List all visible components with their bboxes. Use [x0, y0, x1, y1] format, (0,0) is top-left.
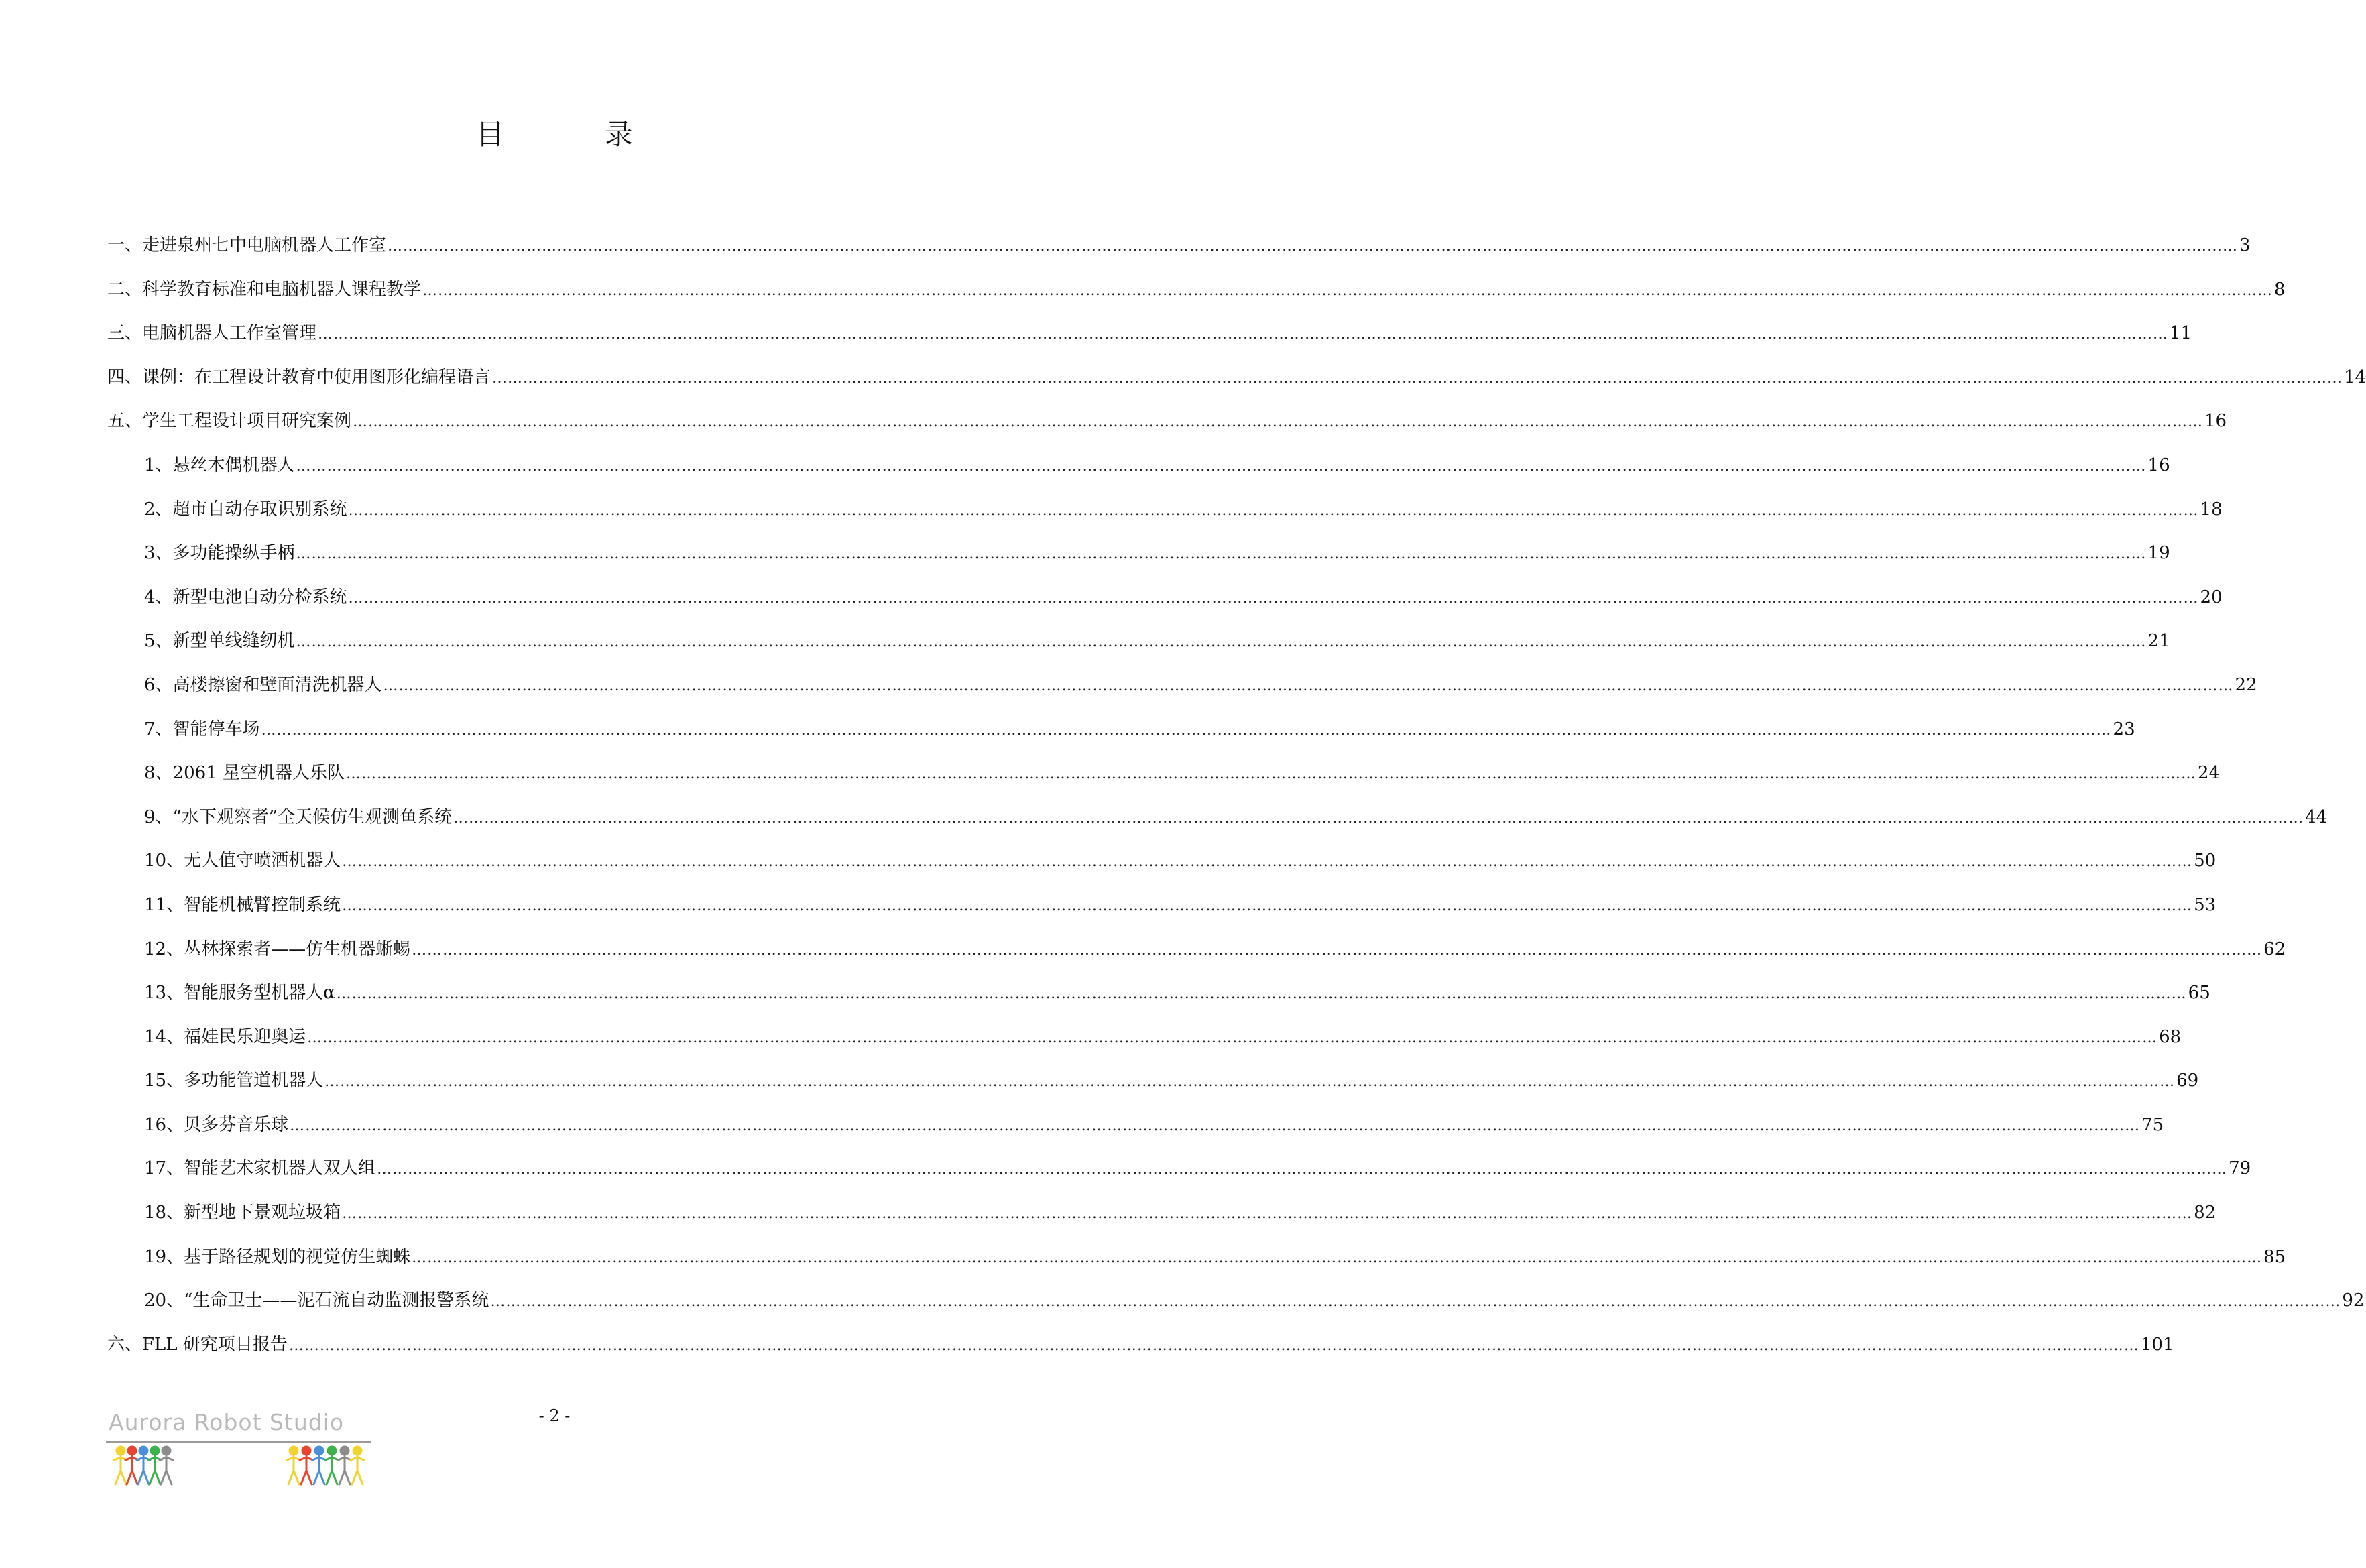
toc-entry-label: 17、智能艺术家机器人双人组 — [144, 1158, 376, 1179]
toc-entry-label: 3、多功能操纵手柄 — [144, 543, 295, 564]
toc-entry[interactable] — [107, 760, 2221, 804]
toc-entry[interactable] — [107, 672, 2257, 716]
toc-entry-page: 19 — [2147, 543, 2170, 564]
toc-entry-label: 10、无人值守喷洒机器人 — [144, 851, 341, 871]
paper-doll-figure — [137, 1447, 150, 1484]
toc-entry[interactable] — [107, 979, 2210, 1024]
toc-entry-label: 18、新型地下景观垃圾箱 — [144, 1203, 341, 1223]
toc-entry-page: 65 — [2188, 983, 2210, 1004]
toc-leader-dots: ……………………………………………………………………………………………………………………………………………………………………………………………………………………………………………………………………………………………………………………………… — [290, 1117, 2141, 1134]
toc-entry-page: 85 — [2263, 1246, 2286, 1267]
toc-title-right: 录 — [605, 118, 634, 151]
toc-leader-dots: ……………………………………………………………………………………………………………………………………………………………………………………………………………………………………………………………………………………………………………………………… — [388, 238, 2239, 255]
toc-entry-page: 16 — [2204, 411, 2227, 432]
paper-doll-figure — [114, 1447, 127, 1484]
toc-entry[interactable] — [107, 1111, 2164, 1156]
toc-entry[interactable] — [107, 584, 2223, 628]
toc-entry[interactable] — [107, 276, 2286, 320]
toc-title — [0, 113, 1109, 153]
toc-entry-page: 53 — [2194, 894, 2216, 915]
toc-entry-label: 六、FLL 研究项目报告 — [107, 1334, 288, 1355]
toc-entry-label: 11、智能机械臂控制系统 — [144, 894, 341, 915]
toc-entry-label: 二、科学教育标准和电脑机器人课程教学 — [107, 279, 422, 300]
toc-entry-label: 四、课例：在工程设计教育中使用图形化编程语言 — [107, 367, 491, 387]
toc-leader-dots: ……………………………………………………………………………………………………………………………………………………………………………………………………………………………………………………………………………………………………………………………… — [383, 677, 2234, 695]
toc-entry-label: 12、丛林探索者——仿生机器蜥蜴 — [144, 939, 411, 959]
toc-entry-label: 2、超市自动存取识别系统 — [144, 499, 347, 520]
toc-leader-dots: ……………………………………………………………………………………………………………………………………………………………………………………………………………………………………………………………………………………………………………………………… — [336, 985, 2187, 1003]
toc-entry[interactable] — [107, 1287, 2365, 1331]
toc-entry-label: 20、“生命卫士——泥石流自动监测报警系统 — [144, 1290, 489, 1311]
paper-doll-figure — [125, 1447, 139, 1484]
toc-entry[interactable] — [107, 804, 2328, 848]
toc-entry[interactable] — [107, 232, 2251, 276]
toc-entry-page: 82 — [2194, 1203, 2216, 1223]
toc-leader-dots: ……………………………………………………………………………………………………………………………………………………………………………………………………………………………………………………………………………………………………………………………… — [422, 282, 2273, 299]
toc-entry-page: 18 — [2200, 499, 2223, 520]
toc-entry[interactable] — [107, 1024, 2182, 1068]
toc-leader-dots: ……………………………………………………………………………………………………………………………………………………………………………………………………………………………………………………………………………………………………………………………… — [261, 721, 2112, 739]
paper-doll-figure — [312, 1447, 326, 1484]
toc-entry[interactable] — [107, 496, 2223, 540]
toc-entry-label: 8、2061 星空机器人乐队 — [144, 763, 345, 784]
toc-leader-dots: ……………………………………………………………………………………………………………………………………………………………………………………………………………………………………………………………………………………………………………………………… — [453, 809, 2304, 827]
toc-entry-page: 24 — [2197, 763, 2221, 784]
logo-text: Aurora Robot Studio — [109, 1409, 345, 1435]
toc-entry-label: 一、走进泉州七中电脑机器人工作室 — [107, 235, 387, 255]
toc-leader-dots: ……………………………………………………………………………………………………………………………………………………………………………………………………………………………………………………………………………………………………………………………… — [412, 1249, 2263, 1266]
paper-doll-figure — [287, 1447, 300, 1484]
toc-entry-page: 20 — [2200, 587, 2223, 607]
toc-entry[interactable] — [107, 452, 2170, 496]
paper-doll-figure — [351, 1447, 364, 1484]
paper-dolls-right-icon — [279, 1443, 379, 1488]
toc-leader-dots: ……………………………………………………………………………………………………………………………………………………………………………………………………………………………………………………………………………………………………………………………… — [490, 1293, 2341, 1311]
page-number: - 2 - — [538, 1406, 571, 1425]
toc-entry[interactable] — [107, 936, 2286, 980]
toc-entry-page: 69 — [2176, 1071, 2199, 1091]
toc-entry-label: 三、电脑机器人工作室管理 — [107, 323, 317, 344]
toc-entry-page: 21 — [2147, 631, 2170, 652]
paper-doll-figure — [148, 1447, 162, 1484]
toc-entry[interactable] — [107, 408, 2227, 452]
toc-entry[interactable] — [107, 716, 2135, 760]
paper-doll-figure — [325, 1447, 339, 1484]
toc-leader-dots: ……………………………………………………………………………………………………………………………………………………………………………………………………………………………………………………………………………………………………………………………… — [296, 457, 2147, 475]
toc-leader-dots: ……………………………………………………………………………………………………………………………………………………………………………………………………………………………………………………………………………………………………………………………… — [296, 546, 2147, 563]
toc-entry-page: 79 — [2229, 1158, 2251, 1179]
toc-leader-dots: ……………………………………………………………………………………………………………………………………………………………………………………………………………………………………………………………………………………………………………………………… — [318, 326, 2169, 343]
toc-entry-page: 23 — [2113, 719, 2135, 739]
toc-entry-page: 22 — [2235, 674, 2257, 695]
toc-entry-page: 92 — [2342, 1290, 2365, 1311]
paper-dolls-left-icon — [106, 1443, 200, 1488]
paper-doll-figure — [338, 1447, 351, 1484]
toc-entry-page: 68 — [2159, 1026, 2182, 1047]
paper-doll-figure — [300, 1447, 313, 1484]
toc-entry-page: 8 — [2274, 279, 2286, 300]
toc-entry-label: 5、新型单线缝纫机 — [144, 631, 295, 652]
toc-entry[interactable] — [107, 1244, 2286, 1288]
toc-leader-dots: ……………………………………………………………………………………………………………………………………………………………………………………………………………………………………………………………………………………………………………………………… — [324, 1073, 2176, 1091]
toc-entry-page: 44 — [2305, 806, 2328, 827]
toc-leader-dots: ……………………………………………………………………………………………………………………………………………………………………………………………………………………………………………………………………………………………………………………………… — [307, 1029, 2158, 1046]
toc-entry[interactable] — [107, 540, 2170, 584]
toc-leader-dots: ……………………………………………………………………………………………………………………………………………………………………………………………………………………………………………………………………………………………………………………………… — [412, 941, 2263, 959]
toc-entry-label: 13、智能服务型机器人α — [144, 983, 335, 1004]
toc-entry-page: 3 — [2239, 235, 2251, 255]
toc-leader-dots: ……………………………………………………………………………………………………………………………………………………………………………………………………………………………………………………………………………………………………………………………… — [342, 897, 2193, 914]
toc-entry-page: 62 — [2263, 939, 2286, 959]
toc-entry[interactable] — [107, 1199, 2216, 1244]
toc-entry-label: 7、智能停车场 — [144, 719, 260, 739]
toc-entry-page: 50 — [2194, 851, 2216, 871]
toc-leader-dots: ……………………………………………………………………………………………………………………………………………………………………………………………………………………………………………………………………………………………………………………………… — [353, 414, 2204, 431]
toc-leader-dots: ……………………………………………………………………………………………………………………………………………………………………………………………………………………………………………………………………………………………………………………………… — [342, 853, 2193, 871]
toc-entry[interactable] — [107, 1067, 2199, 1111]
toc-entry-page: 14 — [2344, 367, 2366, 387]
toc-entry[interactable] — [107, 364, 2366, 408]
toc-entry-label: 6、高楼擦窗和壁面清洗机器人 — [144, 674, 382, 695]
table-of-contents — [107, 232, 2366, 1375]
toc-leader-dots: ……………………………………………………………………………………………………………………………………………………………………………………………………………………………………………………………………………………………………………………………… — [348, 501, 2199, 519]
paper-doll-figure — [160, 1447, 173, 1484]
toc-entry[interactable] — [107, 627, 2170, 672]
toc-entry-label: 9、“水下观察者”全天候仿生观测鱼系统 — [144, 806, 453, 827]
toc-leader-dots: ……………………………………………………………………………………………………………………………………………………………………………………………………………………………………………………………………………………………………………………………… — [296, 634, 2147, 651]
toc-entry[interactable] — [107, 1331, 2174, 1376]
toc-leader-dots: ……………………………………………………………………………………………………………………………………………………………………………………………………………………………………………………………………………………………………………………………… — [342, 1205, 2193, 1223]
toc-leader-dots: ……………………………………………………………………………………………………………………………………………………………………………………………………………………………………………………………………………………………………………………………… — [348, 589, 2199, 607]
toc-entry-label: 19、基于路径规划的视觉仿生蜘蛛 — [144, 1246, 411, 1267]
toc-leader-dots: ……………………………………………………………………………………………………………………………………………………………………………………………………………………………………………………………………………………………………………………………… — [492, 369, 2343, 387]
toc-title-left: 目 — [475, 118, 504, 151]
studio-logo — [106, 1408, 374, 1488]
toc-entry[interactable] — [107, 320, 2192, 364]
toc-entry-page: 11 — [2170, 323, 2192, 344]
toc-entry-label: 16、贝多芬音乐球 — [144, 1114, 289, 1135]
toc-entry-label: 4、新型电池自动分检系统 — [144, 587, 347, 607]
toc-entry[interactable] — [107, 892, 2216, 936]
toc-entry[interactable] — [107, 1155, 2251, 1199]
toc-entry-label: 1、悬丝木偶机器人 — [144, 455, 295, 475]
toc-entry-page: 75 — [2141, 1114, 2164, 1135]
toc-entry-label: 五、学生工程设计项目研究案例 — [107, 411, 352, 432]
toc-leader-dots: ……………………………………………………………………………………………………………………………………………………………………………………………………………………………………………………………………………………………………………………………… — [345, 766, 2196, 783]
toc-leader-dots: ……………………………………………………………………………………………………………………………………………………………………………………………………………………………………………………………………………………………………………………………… — [288, 1337, 2139, 1354]
toc-entry-page: 101 — [2140, 1334, 2174, 1355]
toc-entry-label: 15、多功能管道机器人 — [144, 1071, 324, 1091]
toc-entry[interactable] — [107, 847, 2216, 892]
toc-entry-label: 14、福娃民乐迎奥运 — [144, 1026, 306, 1047]
toc-entry-page: 16 — [2147, 455, 2170, 475]
toc-leader-dots: ……………………………………………………………………………………………………………………………………………………………………………………………………………………………………………………………………………………………………………………………… — [377, 1161, 2228, 1179]
